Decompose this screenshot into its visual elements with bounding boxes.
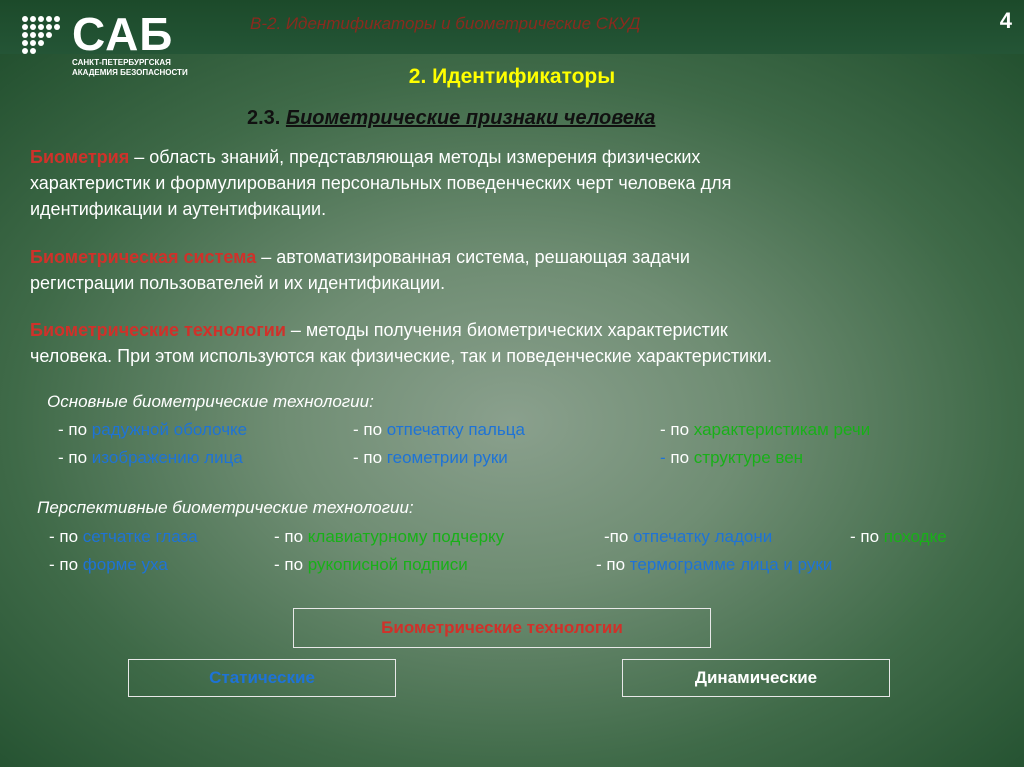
- definition-biometric-technologies: Биометрические технологии – методы получения биометрических характеристик человека. При этом используются как физические, так и поведенческие характеристики.: [30, 320, 773, 366]
- future-tech-item: - по походке: [850, 527, 947, 546]
- main-tech-item: - по характеристикам речи: [660, 420, 871, 439]
- section-title: 2. Идентификаторы: [408, 65, 616, 88]
- future-tech-title: Перспективные биометрические технологии:: [37, 498, 414, 517]
- definition-biometric-system: Биометрическая система – автоматизированная система, решающая задачи регистрации пользователей и их идентификации.: [30, 247, 690, 293]
- future-tech-item: - по термограмме лица и руки: [596, 555, 833, 574]
- logo-dots-icon: [16, 10, 64, 58]
- main-tech-item: - по отпечатку пальца: [353, 420, 525, 439]
- diagram-static-box: Статические: [128, 659, 396, 697]
- diagram-dynamic-box: Динамические: [622, 659, 890, 697]
- future-tech-item: -по отпечатку ладони: [604, 527, 773, 546]
- logo-text: САБ: [72, 8, 174, 60]
- main-tech-item: - по изображению лица: [58, 448, 243, 467]
- future-tech-item: - по клавиатурному подчерку: [274, 527, 505, 546]
- main-tech-item: - по геометрии руки: [353, 448, 508, 467]
- subsection-title: 2.3. Биометрические признаки человека: [247, 107, 656, 129]
- main-tech-item: - по структуре вен: [660, 448, 804, 467]
- main-tech-title: Основные биометрические технологии:: [47, 392, 374, 411]
- course-title: В-2. Идентификаторы и биометрические СКУД: [250, 14, 641, 33]
- logo-subtitle: САНКТ-ПЕТЕРБУРГСКАЯ АКАДЕМИЯ БЕЗОПАСНОСТИ: [72, 58, 188, 77]
- future-tech-item: - по форме уха: [49, 555, 168, 574]
- diagram-root-box: Биометрические технологии: [293, 608, 711, 648]
- future-tech-item: - по рукописной подписи: [274, 555, 468, 574]
- definition-biometry: Биометрия – область знаний, представляющая методы измерения физических характеристик и формулирования персональных поведенческих черт человека для идентификации и аутентификации.: [30, 147, 732, 219]
- page-number: 4: [999, 8, 1012, 33]
- future-tech-item: - по сетчатке глаза: [49, 527, 198, 546]
- main-tech-item: - по радужной оболочке: [58, 420, 248, 439]
